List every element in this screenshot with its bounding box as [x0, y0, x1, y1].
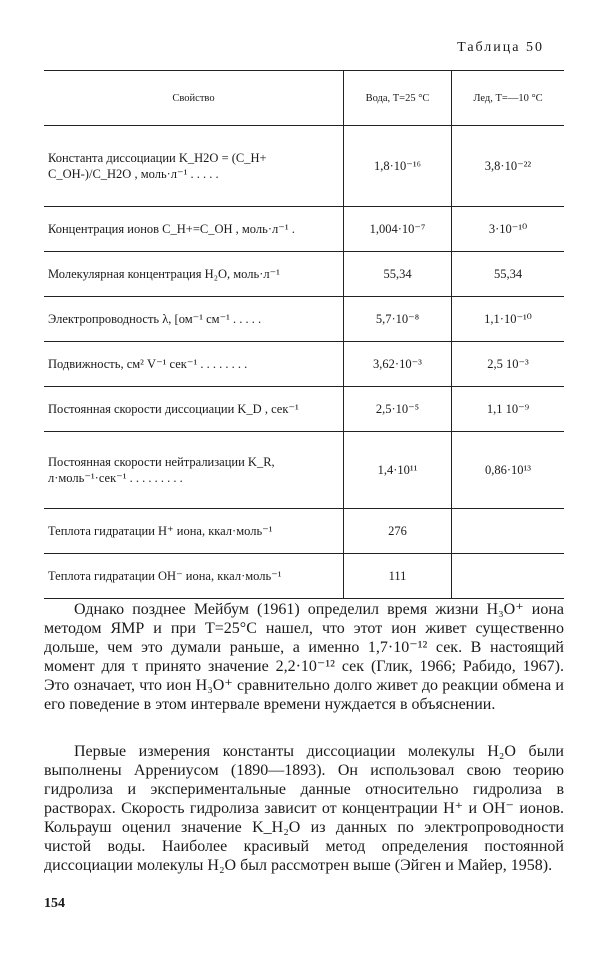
paragraph-1: Однако позднее Мейбум (1961) определил время жизни H₃O⁺ иона методом ЯМР и при T=25°C нашел, что этот ион живет существенно дольше, чем это думали раньше, а именно 1,7·10⁻¹² сек. В настоящий момент для τ принято значение 2,2·10⁻¹² сек (Глик, 1966; Рабидо, 1967). Это означает, что ион H₃O⁺ сравнительно долго живет до реакции обмена и его поведение в этом интервале времени нуждается в объяснении.	[44, 601, 564, 713]
row-ice: 1,1 10⁻⁹	[486, 402, 530, 416]
table-row	[44, 554, 564, 598]
table-row	[44, 252, 564, 297]
row-water: 3,62·10⁻³	[344, 342, 452, 386]
header-ice: Лед, T=—10 °C	[473, 92, 543, 104]
table-header-row	[44, 71, 564, 126]
table-row	[44, 387, 564, 432]
table-row	[44, 297, 564, 342]
row-ice	[452, 509, 564, 553]
row-ice: 3·10⁻¹⁰	[488, 222, 528, 236]
table-row	[44, 342, 564, 387]
row-water: 276	[344, 509, 452, 553]
table-row	[44, 207, 564, 252]
row-ice: 55,34	[493, 266, 523, 281]
row-ice: 3,8·10⁻²²	[484, 159, 532, 173]
row-property: Постоянная скорости нейтрализации K_R, л·моль⁻¹·сек⁻¹ . . . . . . . . .	[44, 432, 344, 508]
row-ice: 1,1·10⁻¹⁰	[484, 312, 532, 326]
row-property: Константа диссоциации K_H2O = (C_H+ C_OH-)/C_H2O , моль·л⁻¹ . . . . .	[44, 126, 344, 206]
table-row	[44, 432, 564, 509]
row-water: 5,7·10⁻⁸	[344, 297, 452, 341]
table-row	[44, 126, 564, 207]
row-property: Теплота гидратации H⁺ иона, ккал·моль⁻¹	[44, 509, 344, 553]
header-water: Вода, T=25 °C	[344, 71, 452, 125]
row-water: 1,8·10⁻¹⁶	[344, 126, 452, 206]
row-water: 1,004·10⁻⁷	[344, 207, 452, 251]
row-property: Подвижность, см² V⁻¹ сек⁻¹ . . . . . . . .	[44, 342, 344, 386]
row-water: 1,4·10¹¹	[344, 432, 452, 508]
paragraph-2: Первые измерения константы диссоциации молекулы H₂O были выполнены Аррениусом (1890—1893). Он использовал свою теорию гидролиза и экспериментальные данные относительно гидролиза в растворах. Скорость гидролиза зависит от концентрации H⁺ и OH⁻ ионов. Кольрауш оценил значение K_H₂O из данных по электропроводности чистой воды. Наиболее красивый метод определения постоянной диссоциации молекулы H₂O был рассмотрен выше (Эйген и Майер, 1958).	[44, 743, 564, 874]
row-property: Электропроводность λ, [ом⁻¹ см⁻¹ . . . . .	[44, 297, 344, 341]
table-row	[44, 509, 564, 554]
row-ice: 0,86·10¹³	[484, 462, 532, 477]
row-water: 2,5·10⁻⁵	[344, 387, 452, 431]
row-ice	[452, 554, 564, 598]
table-caption: Таблица 50	[457, 40, 544, 55]
page-number: 154	[44, 896, 65, 911]
row-property: Молекулярная концентрация H₂O, моль·л⁻¹	[44, 252, 344, 296]
row-ice: 2,5 10⁻³	[487, 357, 529, 371]
header-property: Свойство	[44, 71, 344, 125]
row-water: 55,34	[344, 252, 452, 296]
row-water: 111	[344, 554, 452, 598]
properties-table	[44, 70, 564, 599]
row-property: Постоянная скорости диссоциации K_D , сек⁻¹	[44, 387, 344, 431]
row-property: Теплота гидратации OH⁻ иона, ккал·моль⁻¹	[44, 554, 344, 598]
row-property: Концентрация ионов C_H+=C_OH , моль·л⁻¹ .	[44, 207, 344, 251]
